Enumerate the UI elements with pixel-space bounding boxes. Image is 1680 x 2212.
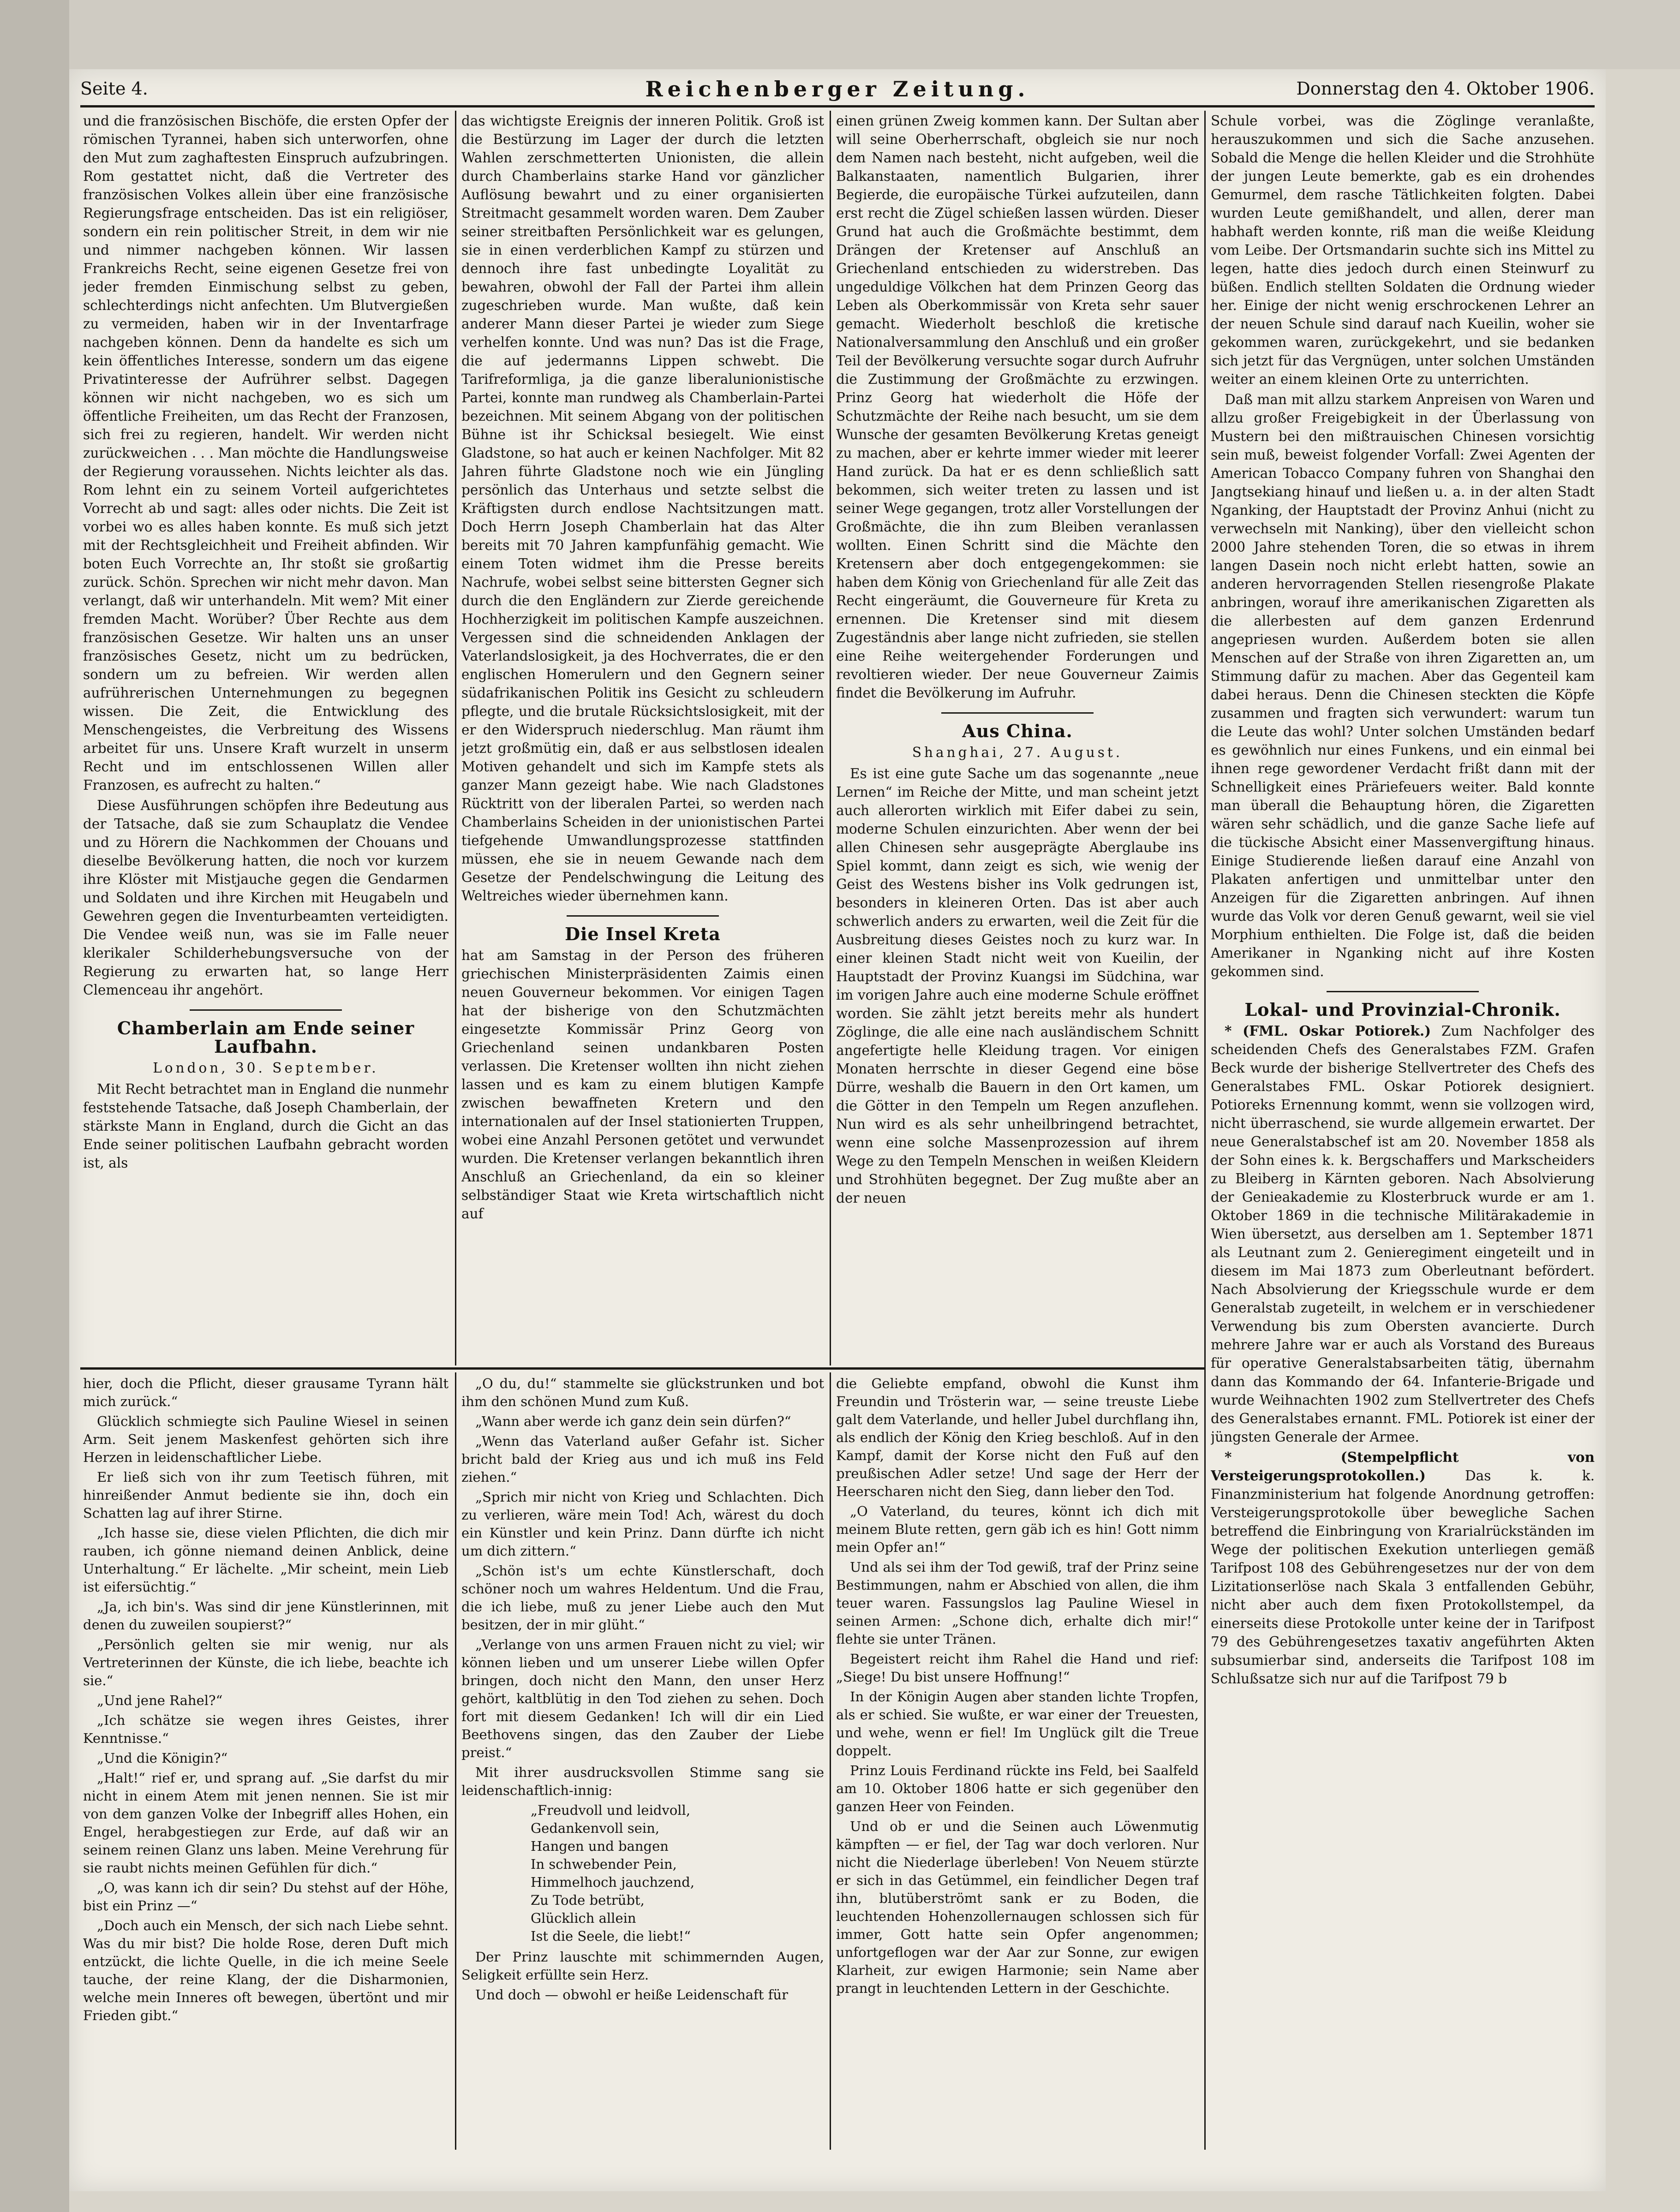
article-divider <box>190 1009 342 1011</box>
feuilleton-paragraph: Er ließ sich von ihr zum Teetisch führen, mit hinreißender Anmut bediente sie ihn, doch ein Schatten lag auf ihrer Stirne. <box>83 1469 448 1521</box>
feuilleton-column-2 <box>461 1375 824 2147</box>
feuilleton-paragraph: „Doch auch ein Mensch, der sich nach Liebe sehnt. Was du mir bist? Die holde Rose, deren Duft mich entzückt, die lichte Quelle, in die ich meine Seele tauche, der reine Klang, der die Disharmonien, welche mein Inneres oft bewegen, übertönt und mir Frieden gibt.“ <box>83 1918 448 2023</box>
feuilleton-paragraph: „Und jene Rahel?“ <box>97 1693 223 1708</box>
feuilleton-paragraph: „Wenn das Vaterland außer Gefahr ist. Sicher bricht bald der Krieg aus und ich muß ins Feld ziehen.“ <box>461 1433 824 1485</box>
feuilleton-paragraph: „O Vaterland, du teures, könnt ich dich mit meinem Blute retten, gern gäb ich es hin! Gott nimm mein Opfer an!“ <box>836 1503 1199 1555</box>
newspaper-title: Reichenberger Zeitung. <box>645 77 1030 101</box>
verse-line: Glücklich allein <box>531 1910 636 1926</box>
masthead <box>80 78 1595 106</box>
article-paragraph: Mit Recht betrachtet man in England die nunmehr feststehende Tatsache, daß Joseph Chamberlain, der stärkste Mann in England, durch die Gicht an das Ende seiner politischen Laufbahn gebracht worden ist, als <box>83 1081 448 1171</box>
feuilleton-paragraph: In der Königin Augen aber standen lichte Tropfen, als er schied. Sie wußte, er war einer der Treuesten, und wehe, wenn er fiel! Im Unglück gilt die Treue doppelt. <box>836 1689 1199 1759</box>
feuilleton-paragraph: „Schön ist's um echte Künstlerschaft, doch schöner noch um wahres Heldentum. Und die Frau, die ich liebe, muß zu jener Liebe auch den Mut besitzen, der in mir glüht.“ <box>461 1563 824 1633</box>
section-headline-lokal: Lokal- und Provinzial-Chronik. <box>1244 999 1561 1020</box>
feuilleton-paragraph: „Sprich mir nicht von Krieg und Schlachten. Dich zu verlieren, wäre mein Tod! Ach, wärest du doch ein Künstler und kein Prinz. Dann dürfte ich nicht um dich zittern.“ <box>461 1489 824 1559</box>
news-item-text: Zum Nachfolger des scheidenden Chefs des Generalstabes FZM. Grafen Beck wurde der bisherige Stellvertreter des Chefs des Generalstabes FML. Oskar Potiorek designiert. Potioreks Ernennung kommt, wenn sie vollzogen wird, nicht überraschend, sie wurde allgemein erwartet. Der neue Generalstabschef ist am 20. November 1858 als der Sohn eines k. k. Bergschaffers und Markscheiders zu Bleiberg in Kärnten geboren. Nach Absolvierung der Genieakademie zu Klosterbruck wurde er am 1. Oktober 1869 in die technische Militärakademie in Wien übersetzt, aus derselben am 1. September 1871 als Leutnant zum 2. Genieregiment eingeteilt und in diesem im Mai 1873 zum Oberleutnant befördert. Nach Absolvierung der Kriegsschule wurde er dem Generalstab zugeteilt, in welchem er in verschiedener Verwendung bis zum Obersten avancierte. Durch mehrere Jahre war er auch als Vorstand des Bureaus für operative Generalstabsarbeiten tätig, übernahm dann das Kommando der 64. Infanterie-Brigade und wurde Weihnachten 1902 zum Stellvertreter des Chefs des Generalstabes ernannt. FML. Potiorek ist einer der jüngsten Generale der Armee. <box>1211 1023 1595 1445</box>
article-paragraph: das wichtigste Ereignis der inneren Politik. Groß ist die Bestürzung im Lager der durch die letzten Wahlen zerschmetterten Unionisten, die allein durch Chamberlains starke Hand vor gänzlicher Auflösung bewahrt und zu einer organisierten Streitmacht gesammelt worden waren. Dem Zauber seiner streitbaften Persönlichkeit war es gelungen, sie in einen verderblichen Kampf zu stürzen und dennoch ihre fast unbedingte Loyalität zu bewahren, obwohl der Fall der Partei ihm allein zugeschrieben wurde. Man wußte, daß kein anderer Mann dieser Partei je wieder zum Siege verhelfen konnte. Und was nun? Das ist die Frage, die auf jedermanns Lippen schwebt. Die Tarifreformliga, ja die ganze liberalunionistische Partei, konnte man rundweg als Chamberlain-Partei bezeichnen. Mit seinem Abgang von der politischen Bühne ist ihr Schicksal besiegelt. Wie einst Gladstone, so hat auch er keinen Nachfolger. Mit 82 Jahren führte Gladstone noch wie ein Jüngling persönlich das Unterhaus und setzte selbst die Kräftigsten durch endlose Nachtsitzungen matt. Doch Herrn Joseph Chamberlain hat das Alter bereits mit 70 Jahren kampfunfähig gemacht. Wie einem Toten widmet ihm die Presse bereits Nachrufe, wobei selbst seine bittersten Gegner sich durch die den Engländern zur Zierde gereichende Hochherzigkeit im politischen Kampfe auszeichnen. Vergessen sind die schneidenden Anklagen der Vaterlandslosigkeit, ja des Hochverrates, die er den englischen Homerulern und den Gegnern seiner südafrikanischen Politik ins Gesicht zu schleudern pflegte, und die brutale Rücksichtslosigkeit, mit der er den Widerspruch niederschlug. Man räumt ihm jetzt großmütig ein, daß er aus selbstlosen idealen Motiven gehandelt und sich im Kampfe stets als ganzer Mann gezeigt habe. Wie nach Gladstones Rücktritt von der liberalen Partei, so werden nach Chamberlains Scheiden in der unionistischen Partei tiefgehende Umwandlungsprozesse stattfinden müssen, ehe sie in neuem Gewande nach dem Gesetze der Pendelschwingung die Leitung des Weltreiches wieder übernehmen kann. <box>461 113 824 904</box>
feuilleton-column-rule-1 <box>455 1372 456 2150</box>
feuilleton-paragraph: Mit ihrer ausdrucksvollen Stimme sang sie leidenschaftlich-innig: <box>461 1765 824 1798</box>
feuilleton-paragraph: „Ich schätze sie wegen ihres Geistes, ihrer Kenntnisse.“ <box>83 1712 448 1746</box>
page-binding-edge <box>0 0 69 2212</box>
column-2 <box>461 112 824 1364</box>
article-divider <box>1327 991 1479 992</box>
column-4 <box>1211 112 1595 2146</box>
news-item-title: * (Stempelpflicht von Versteigerungsprotokollen.) <box>1211 1449 1595 1484</box>
verse-line: Gedankenvoll sein, <box>531 1820 660 1836</box>
article-divider <box>941 712 1094 714</box>
news-item <box>1211 1022 1595 1446</box>
article-paragraph: Diese Ausführungen schöpfen ihre Bedeutung aus der Tatsache, daß sie zum Schauplatz die Vendee und zu Hörern die Nachkommen der Chouans und dieselbe Bevölkerung hatten, die noch vor kurzem ihre Klöster mit Mistjauche gegen die Gendarmen und Soldaten und ihre Kirchen mit Heugabeln und Gewehren gegen die Inventurbeamten verteidigten. Die Vendee weiß nun, was sie im Falle neuer klerikaler Schilderhebungsversuche von der Regierung zu erwarten hat, so lange Herr Clemenceau ihr angehört. <box>83 798 448 998</box>
article-paragraph: und die französischen Bischöfe, die ersten Opfer der römischen Tyrannei, haben sich unterworfen, ohne den Mut zum zaghaftesten Einspruch aufzubringen. Rom gestattet nicht, daß die Vertreter des französischen Volkes allein über eine französische Regierungsfrage entscheiden. Das ist ein religiöser, sondern ein rein politischer Streit, in dem wir nie und nimmer nachgeben können. Wir lassen Frankreichs Recht, seine eigenen Gesetze frei von jeder fremden Einmischung selbst zu geben, schlechterdings nicht anfechten. Um Blutvergießen zu vermeiden, haben wir in der Inventarfrage nachgeben können. Denn da handelte es sich um kein öffentliches Interesse, sondern um das eigene Privatinteresse der Aufrührer selbst. Dagegen können wir nicht nachgeben, wo es sich um öffentliche Freiheiten, um das Recht der Franzosen, sich frei zu regieren, handelt. Wir werden nicht zurückweichen . . . Man möchte die Handlungsweise der Regierung voraussehen. Nichts leichter als das. Rom lehnt ein zu seinem Vorteil aufgerichtetes Vorrecht ab und sagt: alles oder nichts. Die Zeit ist vorbei wo es alles haben konnte. Es muß sich jetzt mit der Rechtsgleichheit und Freiheit abfinden. Wir boten Euch Vorrechte an, Ihr stoßt sie großartig zurück. Schön. Sprechen wir nicht mehr davon. Man verlangt, daß wir unterhandeln. Mit wem? Mit einer fremden Macht. Worüber? Über Rechte aus dem französischen Gesetze. Wir halten uns an unser französisches Gesetz, nicht um zu bedrücken, sondern um zu befreien. Wir werden allen aufrührerischen Unternehmungen zu begegnen wissen. Die Zeit, die Entwicklung des Menschengeistes, die Verbreitung des Wissens arbeitet für uns. Unsere Kraft wurzelt in unserm Recht und im entschlossenen Willen aller Franzosen, es aufrecht zu halten.“ <box>83 113 448 793</box>
feuilleton-paragraph: Glücklich schmiegte sich Pauline Wiesel in seinen Arm. Seit jenem Maskenfest gehörten sich ihre Herzen in leidenschaftlicher Liebe. <box>83 1413 448 1465</box>
column-3 <box>836 112 1199 1364</box>
article-paragraph: Schule vorbei, was die Zöglinge veranlaßte, herauszukommen und sich die Sache anzusehen. Sobald die Menge die hellen Kleider und die Strohhüte der jungen Leute bemerkte, gab es ein drohendes Gemurmel, dem rasche Tätlichkeiten folgten. Dabei wurden Leute gemißhandelt, und allen, derer man habhaft werden konnte, riß man die weiße Kleidung vom Leibe. Der Ortsmandarin suchte sich ins Mittel zu legen, hatte dies jedoch durch einen Steinwurf zu büßen. Endlich stellten Soldaten die Ordnung wieder her. Einige der nicht wenig erschrockenen Lehrer an der neuen Schule sind darauf nach Kueilin, woher sie gekommen waren, zurückgekehrt, und sie bedanken sich jetzt für das Vergnügen, unter solchen Umständen weiter an einem kleinen Orte zu unterrichten. <box>1211 113 1595 387</box>
feuilleton-column-rule-2 <box>830 1372 831 2150</box>
feuilleton-paragraph: Der Prinz lauschte mit schimmernden Augen, Seligkeit erfüllte sein Herz. <box>461 1949 824 1983</box>
feuilleton-paragraph: „Persönlich gelten sie mir wenig, nur als Vertreterinnen der Künste, die ich liebe, beachte ich sie.“ <box>83 1637 448 1688</box>
feuilleton-paragraph: „Wann aber werde ich ganz dein sein dürfen?“ <box>475 1413 791 1429</box>
feuilleton-paragraph: Prinz Louis Ferdinand rückte ins Feld, bei Saalfeld am 10. Oktober 1806 hatte er sich gegenüber den ganzen Heer von Feinden. <box>836 1763 1199 1814</box>
page-number: Seite 4. <box>80 78 148 99</box>
verse-line: Himmelhoch jauchzend, <box>531 1874 695 1890</box>
feuilleton-paragraph: „O, was kann ich dir sein? Du stehst auf der Höhe, bist ein Prinz —“ <box>83 1880 448 1914</box>
feuilleton-separator <box>80 1367 1204 1370</box>
dateline: Shanghai, 27. August. <box>912 745 1123 760</box>
verse-line: „Freudvoll und leidvoll, <box>531 1802 691 1818</box>
verse-line: Zu Tode betrübt, <box>531 1892 645 1908</box>
news-item-title: * (FML. Oskar Potiorek.) <box>1225 1023 1431 1039</box>
newspaper-page <box>69 69 1606 2191</box>
feuilleton-paragraph: „O du, du!“ stammelte sie glückstrunken und bot ihm den schönen Mund zum Kuß. <box>461 1376 824 1409</box>
verse-line: Hangen und bangen <box>531 1838 669 1854</box>
article-headline-chamberlain: Chamberlain am Ende seiner Laufbahn. <box>117 1018 415 1057</box>
column-rule-2 <box>830 111 831 1365</box>
feuilleton-paragraph: Und doch — obwohl er heiße Leidenschaft für <box>475 1987 788 2003</box>
feuilleton-paragraph: die Geliebte empfand, obwohl die Kunst ihm Freundin und Trösterin war, — seine treuste Liebe galt dem Vaterlande, und heller Jubel durchflang ihn, als endlich der König den Krieg beschloß. Auf in den Kampf, damit der Korse nicht den Fuß auf den preußischen Adler setze! Und sage der Herr der Heerscharen nicht den Sieg, dann lieber den Tod. <box>836 1376 1199 1499</box>
feuilleton-paragraph: „Ja, ich bin's. Was sind dir jene Künstlerinnen, mit denen du zuweilen soupierst?“ <box>83 1599 448 1633</box>
article-paragraph: Es ist eine gute Sache um das sogenannte „neue Lernen“ im Reiche der Mitte, und man scheint jetzt auch allerorten wirklich mit Eifer dabei zu sein, moderne Schulen einzurichten. Aber wenn der bei allen Chinesen sehr ausgeprägte Aberglaube ins Spiel kommt, dann zeigt es sich, wie wenig der Geist des Westens bisher ins Volk gedrungen ist, besonders in kleineren Orten. Das ist aber auch schwerlich anders zu erwarten, weil die Zeit für die Ausbreitung dieses Geistes noch zu kurz war. In einer kleinen Stadt nicht weit von Kueilin, der Hauptstadt der Provinz Kuangsi im Südchina, war im vorigen Jahre auch eine moderne Schule eröffnet worden. Sie zählt jetzt bereits mehr als hundert Zöglinge, die alle eine nach ausländischem Schnitt angefertigte helle Kleidung tragen. Vor einigen Monaten herrschte in dieser Gegend eine böse Dürre, weshalb die Bauern in den Ort kamen, um die Götter in den Tempeln um Regen anzuflehen. Nun wird es als sehr unheilbringend betrachtet, wenn eine solche Massenprozession auf ihrem Wege zu den Tempeln Menschen in weißen Kleidern und Strohhüten begegnet. Der Zug mußte aber an der neuen <box>836 766 1199 1206</box>
article-paragraph: Daß man mit allzu starkem Anpreisen von Waren und allzu großer Freigebigkeit in der Überlassung von Mustern bei den mißtrauischen Chinesen vorsichtig sein muß, beweist folgender Vorfall: Zwei Agenten der American Tobacco Company fuhren von Shanghai den Jangtsekiang hinauf und ließen u. a. in der alten Stadt Nganking, der Hauptstadt der Provinz Anhui (nicht zu verwechseln mit Nanking), über den vielleicht schon 2000 Jahre stehenden Toren, die so etwas in ihrem langen Dasein noch nicht erlebt hatten, sowie an anderen hervorragenden Stellen riesengroße Plakate anbringen, worauf ihre amerikanischen Zigaretten als die allerbesten auf dem ganzen Erdenrund angepriesen wurden. Außerdem boten sie allen Menschen auf der Straße von ihren Zigaretten an, um Stimmung dafür zu machen. Aber das Gegenteil kam dabei heraus. Denn die Chinesen steckten die Köpfe zusammen und fragten sich verwundert: warum tun die Leute das wohl? Unter solchen Umständen bedarf es gewöhnlich nur eines Funkens, und ein einmal bei ihnen rege gewordener Verdacht frißt dann mit der Schnelligkeit eines Präriefeuers weiter. Bald konnte man überall die Behauptung hören, die Zigaretten wären sehr schädlich, und die ganze Sache liefe auf die tückische Absicht einer Massenvergiftung hinaus. Einige Studierende ließen darauf eine Anzahl von Plakaten anfertigen und unmittelbar unter den Anzeigen für die Zigaretten anbringen. Auf ihnen wurde das Volk vor deren Genuß gewarnt, weil sie viel Morphium enthielten. Die Folge ist, daß die beiden Amerikaner in Nganking nicht auf ihre Kosten gekommen sind. <box>1211 392 1595 979</box>
feuilleton-column-1 <box>83 1375 448 2147</box>
column-rule-3 <box>1204 111 1206 2150</box>
news-item <box>1211 1448 1595 1688</box>
issue-date: Donnerstag den 4. Oktober 1906. <box>1296 78 1595 99</box>
column-rule-1 <box>455 111 456 1365</box>
news-item-text: Das k. k. Finanzministerium hat folgende Anordnung getroffen: Versteigerungsprotokolle über bewegliche Sachen betreffend die Einbringung von Krarialrückständen im Wege der politischen Exekution unterliegen gemäß Tarifpost 108 des Gebührengesetzes nur der von dem Lizitationserlöse nach Skala 3 entfallenden Gebühr, nicht aber auch dem fixen Protokollstempel, da einerseits diese Protokolle unter keine der in Tarifpost 79 des Gebührengesetzes taxativ angeführten Akten subsumierbar sind, anderseits die Tarifpost 108 im Schlußsatze sich nur auf die Tarifpost 79 b <box>1211 1468 1595 1687</box>
verse-line: In schwebender Pein, <box>531 1856 677 1872</box>
feuilleton-paragraph: „Ich hasse sie, diese vielen Pflichten, die dich mir rauben, ich gönne niemand deinen Anblick, deine Unterhaltung.“ Er lächelte. „Mir scheint, mein Lieb ist eifersüchtig.“ <box>83 1525 448 1595</box>
column-1 <box>83 112 448 1364</box>
feuilleton-paragraph: Begeistert reicht ihm Rahel die Hand und rief: „Siege! Du bist unsere Hoffnung!“ <box>836 1651 1199 1685</box>
feuilleton-paragraph: Und als sei ihm der Tod gewiß, traf der Prinz seine Bestimmungen, nahm er Abschied von allen, die ihm teuer waren. Fassungslos lag Pauline Wiesel in seinen Armen: „Schone dich, erhalte dich mir!“ flehte sie unter Tränen. <box>836 1559 1199 1647</box>
article-divider <box>567 915 719 917</box>
page-top-margin <box>0 0 1680 69</box>
masthead-rule <box>80 105 1595 107</box>
verse-line: Ist die Seele, die liebt!“ <box>531 1928 691 1944</box>
article-headline-kreta: Die Insel Kreta <box>565 924 721 944</box>
feuilleton-paragraph: „Verlange von uns armen Frauen nicht zu viel; wir können lieben und um unserer Liebe willen Opfer bringen, doch nicht den Mann, den unser Herz gehört, kaltblütig in den Tod ziehen zu sehen. Doch fort mit diesem Gedanken! Ich will dir ein Lied Beethovens singen, das den Zauber der Liebe preist.“ <box>461 1637 824 1760</box>
feuilleton-column-3 <box>836 1375 1199 2147</box>
article-headline-china: Aus China. <box>962 721 1073 741</box>
article-paragraph: hat am Samstag in der Person des früheren griechischen Ministerpräsidenten Zaimis einen neuen Gouverneur bekommen. Vor einigen Tagen hat der bisherige von den Schutzmächten eingesetzte Kommissär Prinz Georg von Griechenland seinen undankbaren Posten verlassen. Die Kretenser wollten ihn nicht ziehen lassen und es kam zu einem blutigen Kampfe zwischen bewaffneten Kretern und den internationalen auf der Insel stationierten Truppen, wobei eine Anzahl Personen getötet und verwundet wurden. Die Kretenser verlangen bekanntlich ihren Anschluß an Griechenland, da ein so kleiner selbständiger Staat wie Kreta wirtschaftlich nicht auf <box>461 948 824 1222</box>
dateline: London, 30. September. <box>153 1060 379 1076</box>
feuilleton-paragraph: Und ob er und die Seinen auch Löwenmutig kämpften — er fiel, der Tag war doch verloren. Nur nicht die Niederlage überleben! Von Neuem stürzte er sich in das Getümmel, ein feindlicher Degen traf ihn, blutüberströmt sank er zu Boden, die leuchtenden Hohenzollernaugen schlossen sich für immer, Gott hatte sein Opfer angenommen; unfortgeflogen war der Aar zur Sonne, zur ewigen Klarheit, zur ewigen Harmonie; sein Name aber prangt in leuchtenden Lettern in der Geschichte. <box>836 1818 1199 1996</box>
feuilleton-paragraph: „Und die Königin?“ <box>97 1750 228 1766</box>
article-paragraph: einen grünen Zweig kommen kann. Der Sultan aber will seine Oberherrschaft, obgleich sie nur noch dem Namen nach besteht, nicht aufgeben, weil die Balkanstaaten, namentlich Bulgarien, ihrer Begierde, die europäische Türkei aufzuteilen, dann erst recht die Zügel schießen lassen würden. Dieser Grund hat auch die Großmächte bestimmt, dem Drängen der Kretenser auf Anschluß an Griechenland entschieden zu widerstreben. Das ungeduldige Völkchen hat dem Prinzen Georg das Leben als Oberkommissär von Kreta sehr sauer gemacht. Wiederholt beschloß die kretische Nationalversammlung den Anschluß und ein großer Teil der Bevölkerung versuchte sogar durch Aufruhr die Zustimmung der Großmächte zu erzwingen. Prinz Georg hat wiederholt die Höfe der Schutzmächte der Reihe nach besucht, um sie dem Wunsche der gesamten Bevölkerung Kretas geneigt zu machen, aber er kehrte immer wieder mit leerer Hand zurück. Da hat er es denn schließlich satt bekommen, sich weiter treten zu lassen und ist seiner Wege gegangen, trotz aller Vorstellungen der Großmächte, die ihn zum Bleiben veranlassen wollten. Einen Schritt sind die Mächte den Kretensern aber doch entgegengekommen: sie haben dem König von Griechenland für alle Zeit das Recht eingeräumt, die Gouverneure für Kreta zu ernennen. Die Kretenser sind mit diesem Zugeständnis aber lange nicht zufrieden, sie stellen eine Reihe weitergehender Forderungen und revoltieren wieder. Der neue Gouverneur Zaimis findet die Bevölkerung im Aufruhr. <box>836 113 1199 701</box>
feuilleton-paragraph: hier, doch die Pflicht, dieser grausame Tyrann hält mich zurück.“ <box>83 1376 448 1409</box>
feuilleton-paragraph: „Halt!“ rief er, und sprang auf. „Sie darfst du mir nicht in einem Atem mit jenen nennen. Sie ist mir von dem ganzen Volke der Inbegriff alles Hohen, ein Engel, herabgestiegen zur Erde, auf daß wir an seinem reinen Glanz uns laben. Meine Verehrung für sie raubt nichts meinen Gefühlen für dich.“ <box>83 1770 448 1876</box>
song-verse <box>461 1801 824 1945</box>
